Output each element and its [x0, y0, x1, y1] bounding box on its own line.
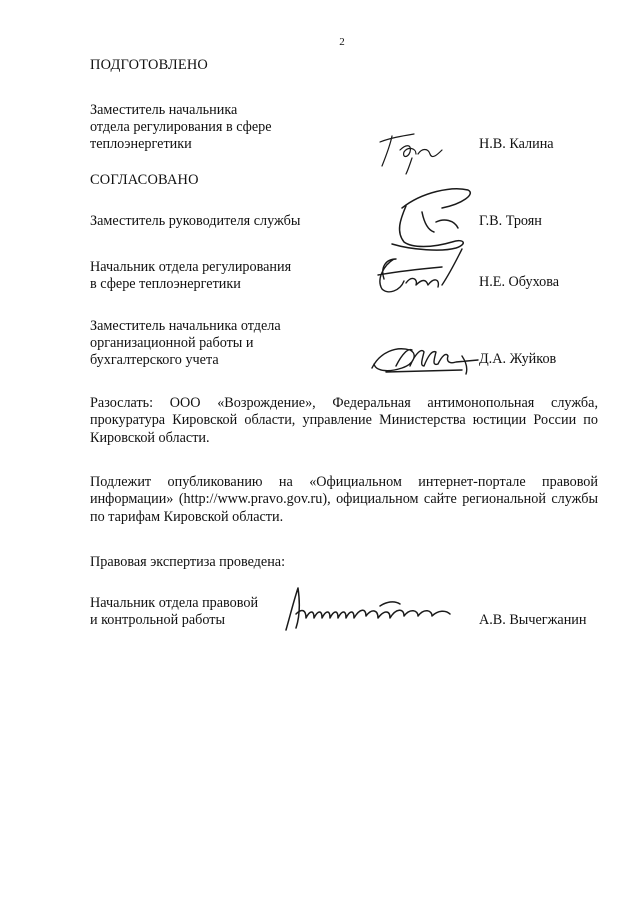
position-line: Заместитель начальника — [90, 102, 238, 118]
signer-name: Г.В. Троян — [479, 213, 542, 229]
position-line: теплоэнергетики — [90, 136, 192, 152]
legal-review-position — [90, 595, 258, 629]
page-number: 2 — [339, 36, 345, 48]
signer-position: Заместитель руководителя службы — [90, 213, 301, 229]
signer-position — [90, 259, 291, 293]
position-line: бухгалтерского учета — [90, 352, 219, 368]
prepared-position — [90, 102, 272, 153]
position-line: Начальник отдела регулирования — [90, 259, 292, 275]
signature-obukhova — [370, 245, 470, 303]
position-line: в сфере теплоэнергетики — [90, 276, 241, 292]
signature-kalina — [372, 124, 452, 176]
position-line: Начальник отдела правовой — [90, 595, 259, 611]
prepared-name: Н.В. Калина — [479, 136, 554, 152]
position-line: отдела регулирования в сфере — [90, 119, 272, 135]
signature-troyan — [372, 182, 482, 254]
position-line: и контрольной работы — [90, 612, 225, 628]
signer-name: Д.А. Жуйков — [479, 351, 557, 367]
signer-name: Н.Е. Обухова — [479, 274, 560, 290]
prepared-heading: ПОДГОТОВЛЕНО — [90, 57, 209, 73]
signer-position — [90, 318, 281, 369]
publication-notice: Подлежит опубликованию на «Официальном интернет-портале правовой информации» (http://www.pravo.gov.ru), официальном сайте региональной службы по тарифам Кировской области. — [90, 474, 598, 525]
legal-review-name: А.В. Вычегжанин — [479, 612, 587, 628]
agreed-heading: СОГЛАСОВАНО — [90, 172, 199, 188]
signature-zhuikov — [366, 338, 484, 378]
signature-vychegzhanin — [276, 584, 466, 636]
legal-review-statement: Правовая экспертиза проведена: — [90, 554, 286, 570]
position-line: Заместитель начальника отдела — [90, 318, 281, 334]
distribution-list: Разослать: ООО «Возрождение», Федеральная антимонопольная служба, прокуратура Кировской области, управление Министерства юстиции России по Кировской области. — [90, 395, 598, 446]
position-line: организационной работы и — [90, 335, 254, 351]
